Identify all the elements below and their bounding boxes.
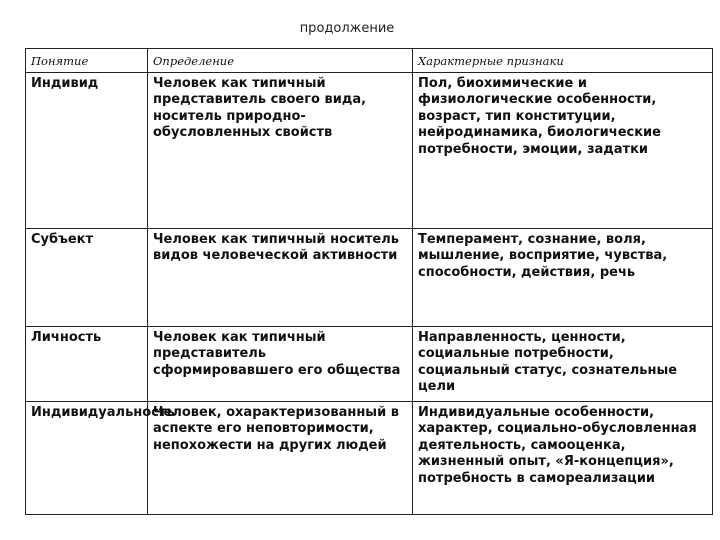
cell-features: Направленность, ценности, социальные потребности, социальный статус, сознательные цели [413,326,713,401]
page-caption: продолжение [299,21,395,36]
cell-concept: Субъект [26,228,148,326]
table-row [26,72,713,228]
header-features: Характерные признаки [413,49,713,73]
cell-definition: Человек как типичный представитель сформировавшего его общества [148,326,413,401]
concepts-table [25,48,713,515]
cell-concept: Индивид [26,72,148,228]
cell-definition: Человек как типичный носитель видов человеческой активности [148,228,413,326]
table-row [26,326,713,401]
cell-concept: Личность [26,326,148,401]
cell-concept: Индивидуальность [26,401,148,514]
cell-features: Темперамент, сознание, воля, мышление, восприятие, чувства, способности, действия, речь [413,228,713,326]
header-concept: Понятие [26,49,148,73]
header-definition: Определение [148,49,413,73]
table-row [26,228,713,326]
cell-features: Пол, биохимические и физиологические особенности, возраст, тип конституции, нейродинамика, биологические потребности, эмоции, задатки [413,72,713,228]
table-row [26,401,713,514]
table-header-row [26,49,713,73]
cell-definition: Человек, охарактеризованный в аспекте его неповторимости, непохожести на других людей [148,401,413,514]
cell-definition: Человек как типичный представитель своего вида, носитель природно-обусловленных свойств [148,72,413,228]
cell-features: Индивидуальные особенности, характер, социально-обусловленная деятельность, самооценка, жизненный опыт, «Я-концепция», потребность в самореализации [413,401,713,514]
